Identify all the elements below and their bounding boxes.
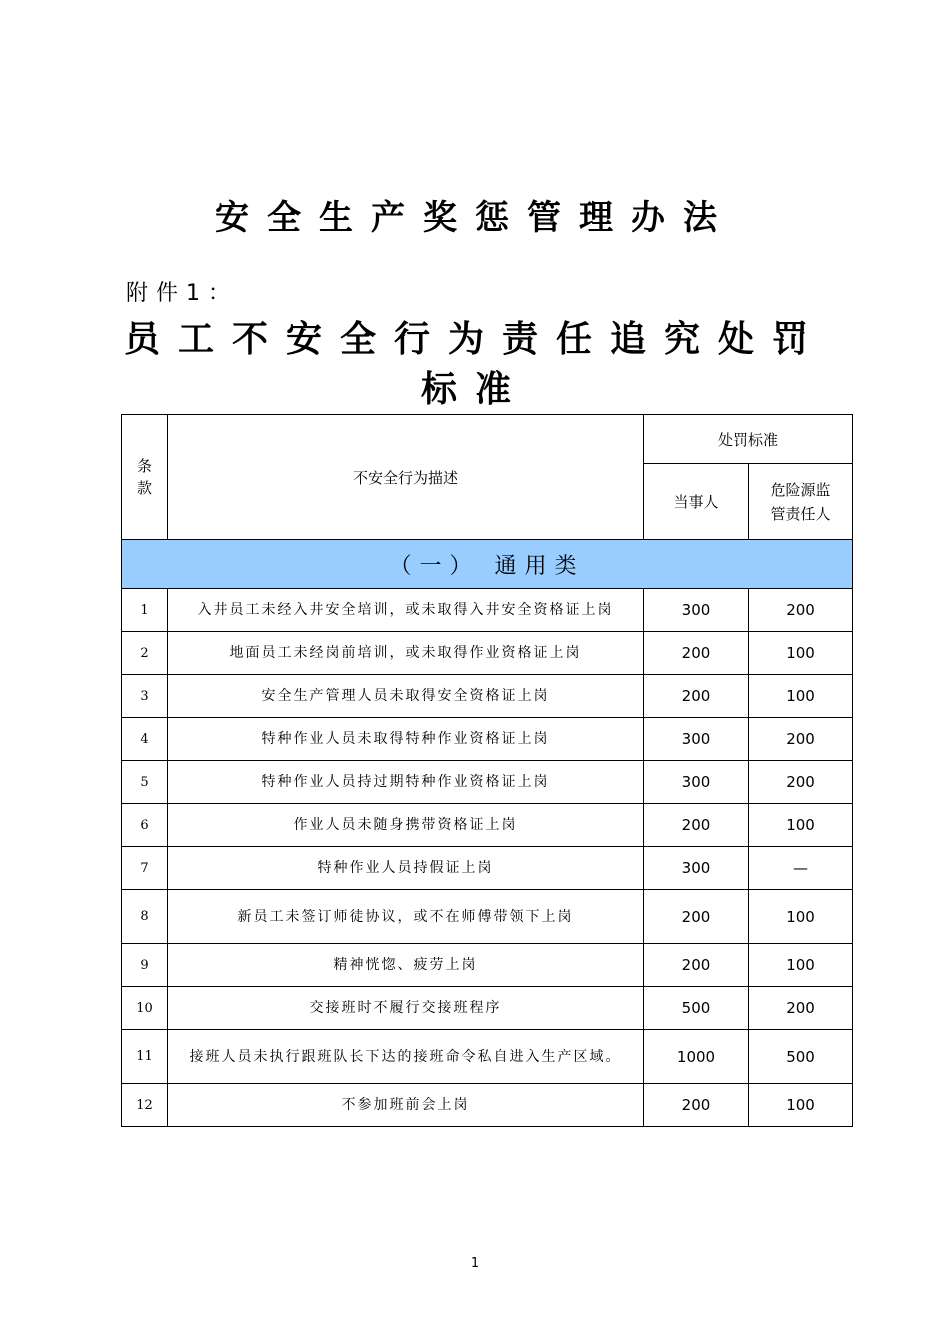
- row-description: 作业人员未随身携带资格证上岗: [168, 804, 644, 847]
- row-supervisor-penalty: 100: [749, 675, 853, 718]
- row-description: 入井员工未经入井安全培训，或未取得入井安全资格证上岗: [168, 589, 644, 632]
- row-party-penalty: 200: [644, 632, 749, 675]
- row-description: 不参加班前会上岗: [168, 1084, 644, 1127]
- row-supervisor-penalty: 200: [749, 718, 853, 761]
- row-number: 12: [122, 1084, 168, 1127]
- row-description: 安全生产管理人员未取得安全资格证上岗: [168, 675, 644, 718]
- row-supervisor-penalty: 200: [749, 987, 853, 1030]
- row-party-penalty: 500: [644, 987, 749, 1030]
- row-supervisor-penalty: 100: [749, 1084, 853, 1127]
- table-row: [122, 944, 853, 987]
- row-number: 11: [122, 1030, 168, 1084]
- header-penalty-standard: 处罚标准: [644, 415, 853, 464]
- row-description: 交接班时不履行交接班程序: [168, 987, 644, 1030]
- table-row: [122, 718, 853, 761]
- row-supervisor-penalty: 100: [749, 944, 853, 987]
- document-title: 安全生产奖惩管理办法: [215, 198, 735, 238]
- table-row: [122, 761, 853, 804]
- table-row: [122, 847, 853, 890]
- row-party-penalty: 300: [644, 589, 749, 632]
- row-number: 4: [122, 718, 168, 761]
- header-description: 不安全行为描述: [168, 415, 644, 540]
- row-description: 接班人员未执行跟班队长下达的接班命令私自进入生产区域。: [168, 1030, 644, 1084]
- header-supervisor-label: 危险源监管责任人: [770, 480, 831, 523]
- row-party-penalty: 200: [644, 675, 749, 718]
- header-supervisor: [749, 464, 853, 540]
- table-row: [122, 804, 853, 847]
- page-number: 1: [470, 1256, 480, 1271]
- row-supervisor-penalty: 500: [749, 1030, 853, 1084]
- row-supervisor-penalty: 100: [749, 632, 853, 675]
- table-row: [122, 675, 853, 718]
- table-row: [122, 890, 853, 944]
- header-clause: [122, 415, 168, 540]
- row-description: 新员工未签订师徒协议，或不在师傅带领下上岗: [168, 890, 644, 944]
- row-party-penalty: 200: [644, 1084, 749, 1127]
- row-number: 6: [122, 804, 168, 847]
- header-party: 当事人: [644, 464, 749, 540]
- row-party-penalty: 1000: [644, 1030, 749, 1084]
- table-row: [122, 1030, 853, 1084]
- row-supervisor-penalty: 100: [749, 804, 853, 847]
- row-supervisor-penalty: —: [749, 847, 853, 890]
- row-description: 特种作业人员持过期特种作业资格证上岗: [168, 761, 644, 804]
- row-number: 9: [122, 944, 168, 987]
- annex-label: 附件1：: [126, 281, 238, 306]
- table-row: [122, 1084, 853, 1127]
- row-number: 2: [122, 632, 168, 675]
- row-description: 特种作业人员持假证上岗: [168, 847, 644, 890]
- table-row: [122, 589, 853, 632]
- table-row: [122, 632, 853, 675]
- section-general: （一） 通用类: [122, 540, 853, 589]
- header-clause-label: 条款: [136, 457, 152, 497]
- row-party-penalty: 200: [644, 944, 749, 987]
- row-supervisor-penalty: 100: [749, 890, 853, 944]
- row-number: 7: [122, 847, 168, 890]
- table-title: 员工不安全行为责任追究处罚标准: [123, 318, 826, 410]
- row-number: 1: [122, 589, 168, 632]
- row-number: 5: [122, 761, 168, 804]
- row-description: 精神恍惚、疲劳上岗: [168, 944, 644, 987]
- row-number: 8: [122, 890, 168, 944]
- row-number: 10: [122, 987, 168, 1030]
- row-party-penalty: 200: [644, 890, 749, 944]
- row-party-penalty: 300: [644, 847, 749, 890]
- row-supervisor-penalty: 200: [749, 761, 853, 804]
- row-description: 特种作业人员未取得特种作业资格证上岗: [168, 718, 644, 761]
- row-party-penalty: 300: [644, 718, 749, 761]
- row-supervisor-penalty: 200: [749, 589, 853, 632]
- row-description: 地面员工未经岗前培训，或未取得作业资格证上岗: [168, 632, 644, 675]
- row-number: 3: [122, 675, 168, 718]
- row-party-penalty: 300: [644, 761, 749, 804]
- penalty-table: [121, 414, 853, 1127]
- row-party-penalty: 200: [644, 804, 749, 847]
- table-row: [122, 987, 853, 1030]
